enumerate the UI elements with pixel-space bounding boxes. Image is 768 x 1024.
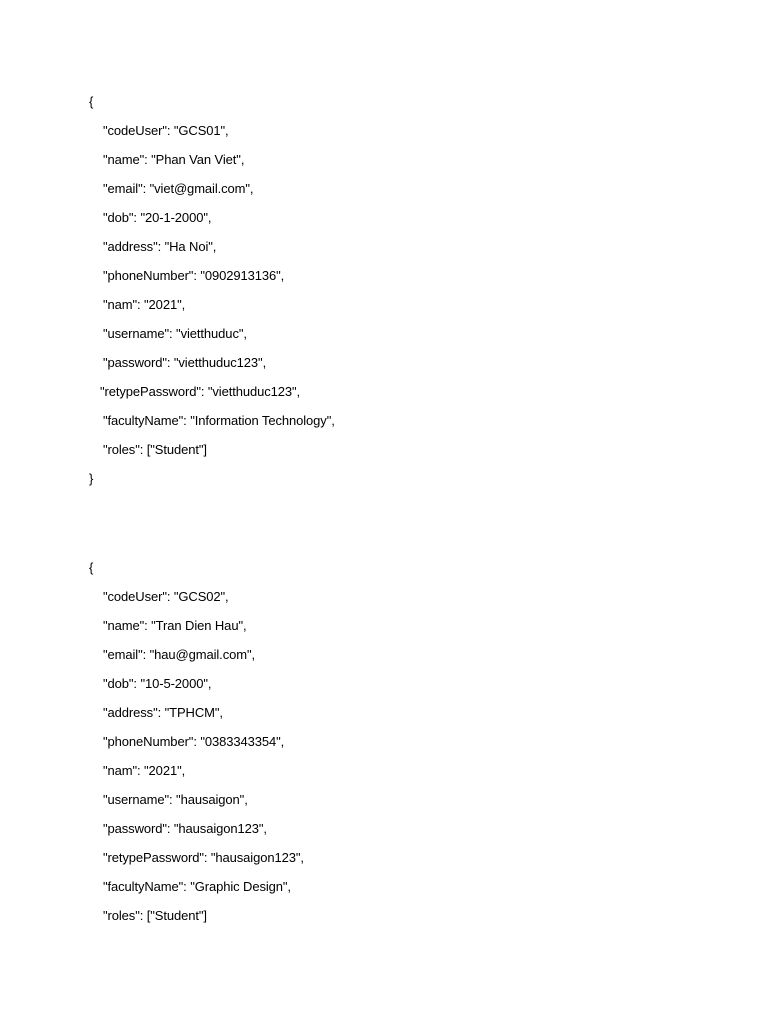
field-name: "name": "Phan Van Viet", bbox=[103, 152, 245, 167]
json-record-1 bbox=[89, 93, 729, 499]
field-address: "address": "TPHCM", bbox=[103, 705, 223, 720]
field-email: "email": "hau@gmail.com", bbox=[103, 647, 255, 662]
field-name: "name": "Tran Dien Hau", bbox=[103, 618, 247, 633]
field-email: "email": "viet@gmail.com", bbox=[103, 181, 254, 196]
field-code-user: "codeUser": "GCS01", bbox=[103, 123, 229, 138]
field-roles: "roles": ["Student"] bbox=[103, 908, 207, 923]
close-brace: } bbox=[89, 471, 94, 486]
field-retype-password: "retypePassword": "vietthuduc123", bbox=[100, 384, 301, 399]
field-username: "username": "hausaigon", bbox=[103, 792, 248, 807]
field-dob: "dob": "20-1-2000", bbox=[103, 210, 212, 225]
field-password: "password": "hausaigon123", bbox=[103, 821, 267, 836]
field-retype-password: "retypePassword": "hausaigon123", bbox=[103, 850, 304, 865]
field-nam: "nam": "2021", bbox=[103, 297, 186, 312]
field-address: "address": "Ha Noi", bbox=[103, 239, 217, 254]
open-brace: { bbox=[89, 94, 94, 109]
open-brace: { bbox=[89, 560, 94, 575]
field-code-user: "codeUser": "GCS02", bbox=[103, 589, 229, 604]
field-nam: "nam": "2021", bbox=[103, 763, 186, 778]
field-phone-number: "phoneNumber": "0902913136", bbox=[103, 268, 285, 283]
field-roles: "roles": ["Student"] bbox=[103, 442, 207, 457]
json-record-2 bbox=[89, 559, 729, 936]
field-faculty-name: "facultyName": "Graphic Design", bbox=[103, 879, 291, 894]
field-phone-number: "phoneNumber": "0383343354", bbox=[103, 734, 285, 749]
field-password: "password": "vietthuduc123", bbox=[103, 355, 267, 370]
field-dob: "dob": "10-5-2000", bbox=[103, 676, 212, 691]
field-username: "username": "vietthuduc", bbox=[103, 326, 247, 341]
field-faculty-name: "facultyName": "Information Technology", bbox=[103, 413, 335, 428]
